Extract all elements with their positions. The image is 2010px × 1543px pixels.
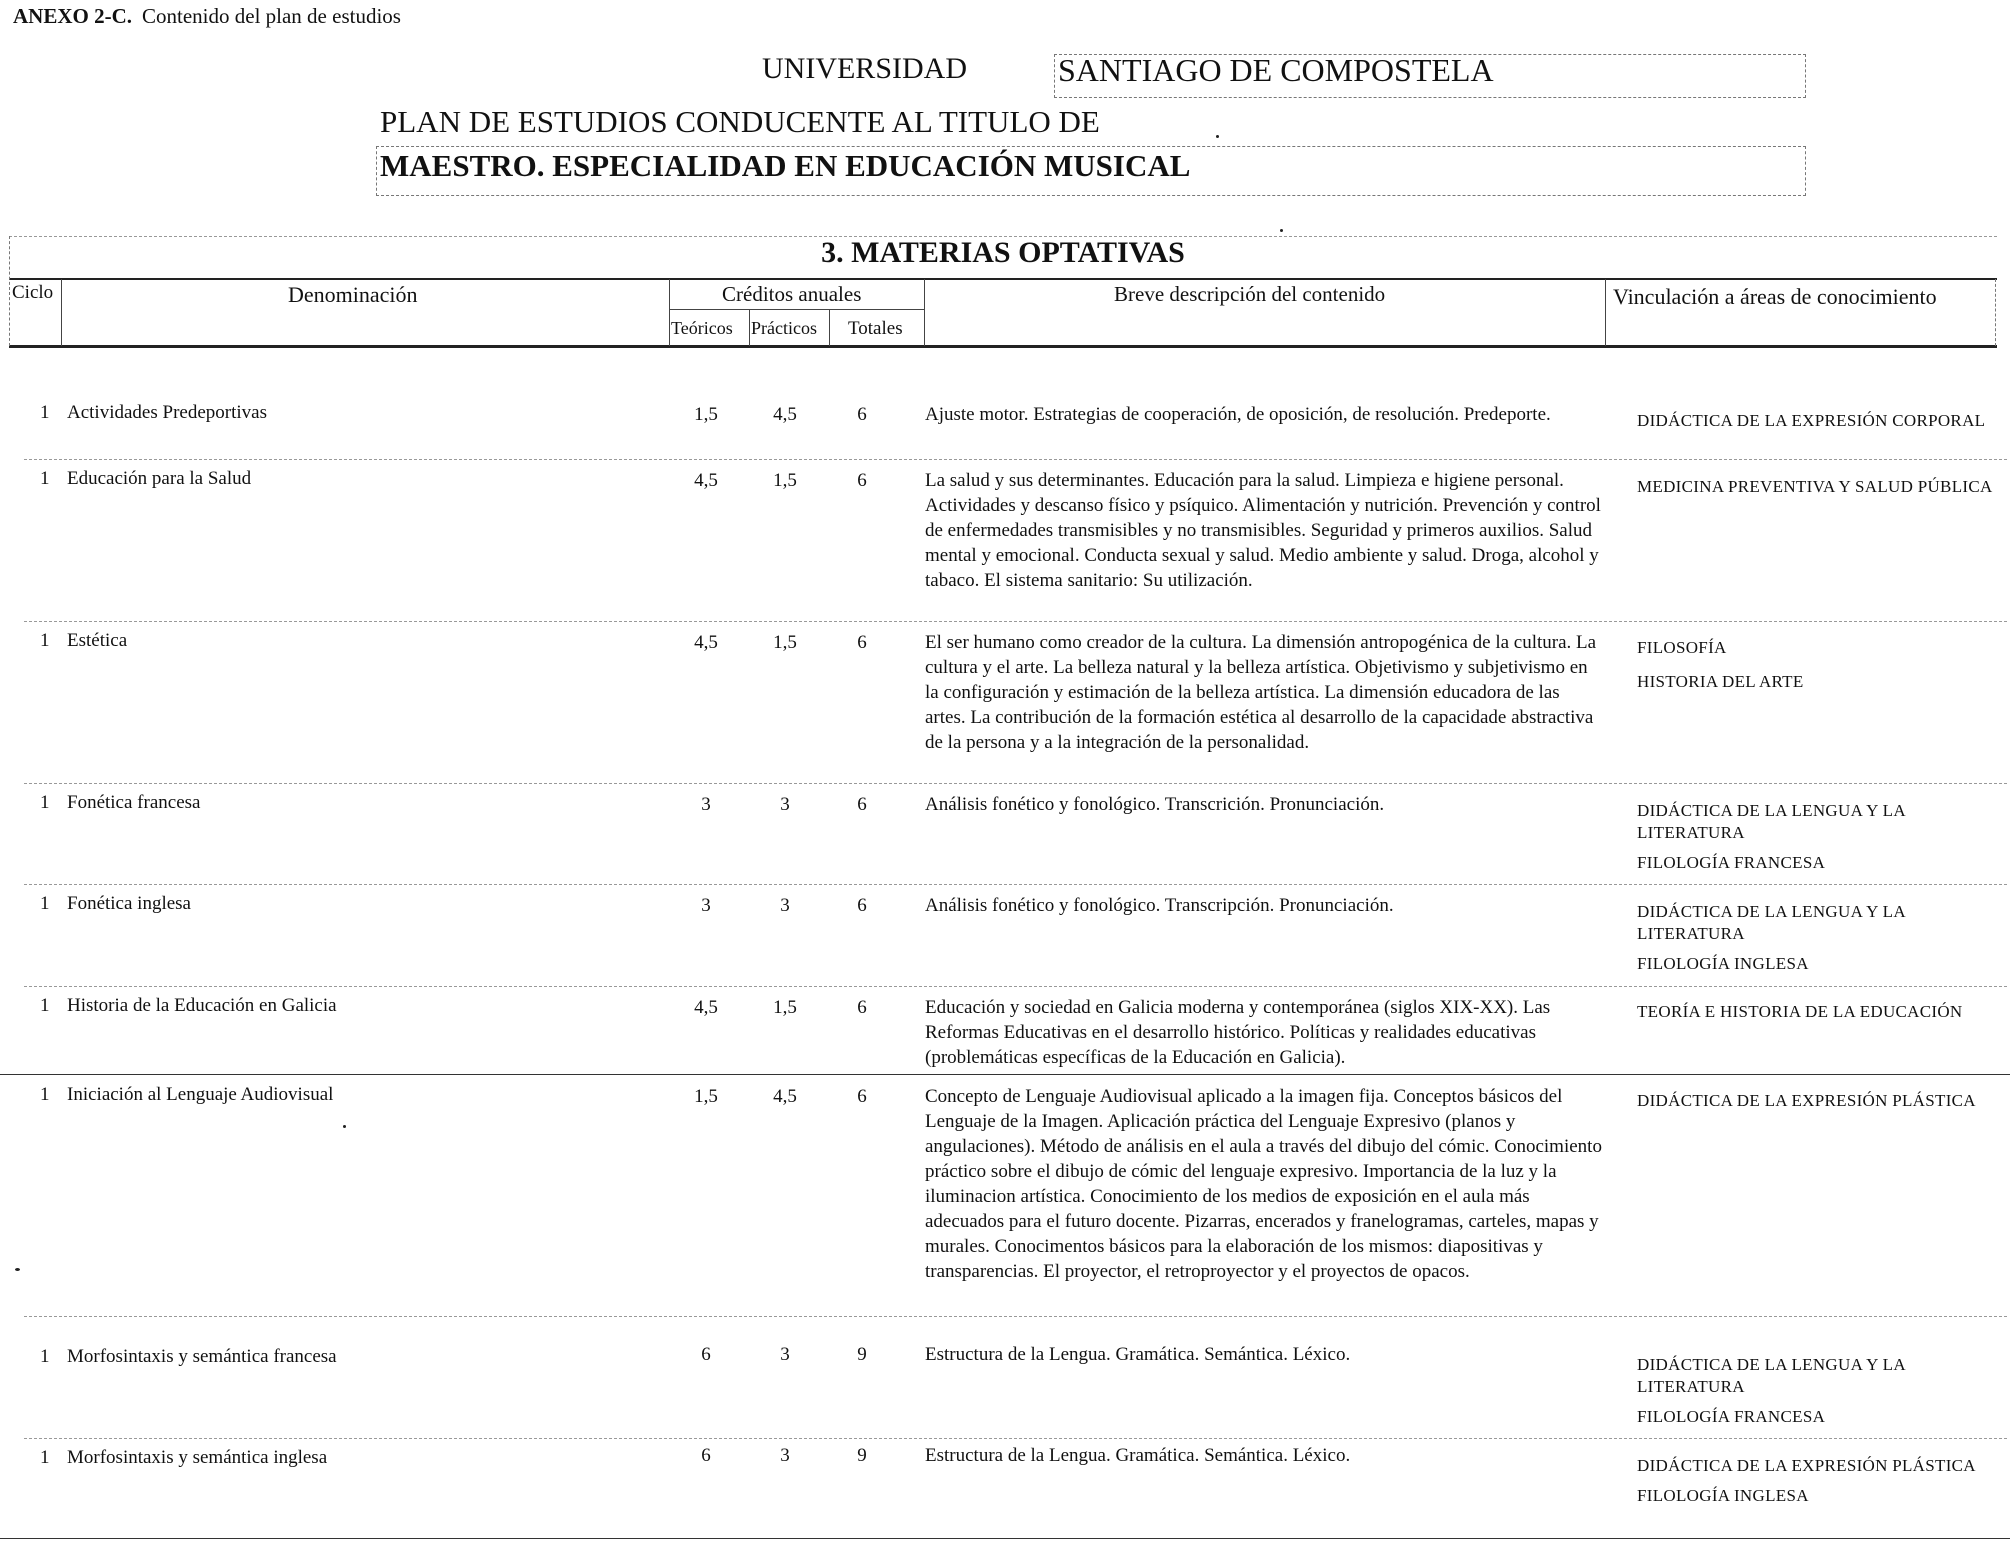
col-header-teoricos: Teóricos	[671, 318, 733, 338]
practicos-value: 4,5	[773, 1086, 797, 1107]
header-divider	[829, 309, 830, 346]
description: Ajuste motor. Estrategias de cooperación, de oposición, de resolución. Predeporte.	[925, 404, 1551, 425]
teoricos-value: 6	[701, 1344, 711, 1365]
subject-name: Estética	[67, 630, 128, 651]
ciclo-value: 1	[40, 468, 50, 489]
header-divider	[1605, 279, 1606, 346]
speck-mark	[343, 1125, 346, 1128]
annex-text: Contenido del plan de estudios	[142, 4, 401, 28]
totales-value: 6	[857, 895, 867, 916]
plan-label: PLAN DE ESTUDIOS CONDUCENTE AL TITULO DE	[380, 104, 1100, 139]
subject-name: Fonética inglesa	[67, 893, 191, 914]
description: El ser humano como creador de la cultura. La dimensión antropogénica de la cultura. La cultura y el arte. La belleza natural y la belleza artística. Objetivismo y subjetivismo en la configuración y estimación de la belleza artística. La dimensión educadora de las artes. La contribución de la formación estética al desarrollo de la capacidade abstractiva de la persona y a la integración de la personalidad.	[925, 632, 1597, 753]
area-item: HISTORIA DEL ARTE	[1637, 672, 1804, 691]
subject-name: Historia de la Educación en Galicia	[67, 995, 337, 1016]
practicos-value: 3	[780, 1445, 790, 1466]
header-divider	[61, 279, 62, 346]
ciclo-value: 1	[40, 630, 50, 651]
speck-mark	[1280, 229, 1283, 232]
university-label: UNIVERSIDAD	[762, 52, 967, 85]
practicos-value: 1,5	[773, 997, 797, 1018]
area-list	[1637, 636, 1997, 702]
row-separator	[24, 783, 2007, 784]
totales-value: 6	[857, 470, 867, 491]
subject-name: Actividades Predeportivas	[67, 402, 267, 423]
totales-value: 9	[857, 1445, 867, 1466]
area-item: DIDÁCTICA DE LA EXPRESIÓN PLÁSTICA	[1637, 1091, 1976, 1110]
subject-name: Educación para la Salud	[67, 468, 252, 489]
ciclo-value: 1	[40, 995, 50, 1016]
description: Estructura de la Lengua. Gramática. Semántica. Léxico.	[925, 1344, 1351, 1365]
area-list	[1637, 1354, 1997, 1436]
area-list	[1637, 1455, 1997, 1515]
area-item: FILOLOGÍA FRANCESA	[1637, 853, 1826, 872]
practicos-value: 1,5	[773, 632, 797, 653]
area-item: DIDÁCTICA DE LA LENGUA Y LA LITERATURA	[1637, 1355, 1905, 1396]
practicos-value: 3	[780, 794, 790, 815]
totales-value: 6	[857, 632, 867, 653]
area-item: DIDÁCTICA DE LA EXPRESIÓN PLÁSTICA	[1637, 1456, 1976, 1475]
teoricos-value: 6	[701, 1445, 711, 1466]
row-separator	[24, 621, 2007, 622]
col-header-descripcion: Breve descripción del contenido	[1114, 282, 1386, 306]
practicos-value: 1,5	[773, 470, 797, 491]
row-separator	[0, 1074, 2010, 1075]
area-list	[1637, 1090, 1997, 1120]
ciclo-value: 1	[40, 792, 50, 813]
subject-name: Morfosintaxis y semántica francesa	[67, 1346, 337, 1367]
speck-mark	[1216, 135, 1219, 138]
practicos-value: 3	[780, 895, 790, 916]
row-separator	[24, 459, 2007, 460]
col-header-ciclo: Ciclo	[12, 282, 54, 303]
degree-title: MAESTRO. ESPECIALIDAD EN EDUCACIÓN MUSICAL	[380, 148, 1191, 183]
subject-name: Fonética francesa	[67, 792, 201, 813]
area-item: DIDÁCTICA DE LA LENGUA Y LA LITERATURA	[1637, 902, 1905, 943]
credits-subheader-rule	[669, 309, 924, 310]
description: La salud y sus determinantes. Educación para la salud. Limpieza e higiene personal. Actividades y descanso físico y psíquico. Alimentación y nutrición. Prevención y control de enfermedades transmisibles y no transmisibles. Seguridad y primeros auxilios. Salud mental y emocional. Conducta sexual y salud. Medio ambiente y salud. Droga, alcohol y tabaco. El sistema sanitario: Su utilización.	[925, 470, 1601, 591]
totales-value: 6	[857, 404, 867, 425]
header-divider	[9, 236, 10, 346]
description: Análisis fonético y fonológico. Transcripción. Pronunciación.	[925, 895, 1394, 916]
area-item: FILOLOGÍA INGLESA	[1637, 954, 1809, 973]
teoricos-value: 1,5	[694, 1086, 718, 1107]
area-list	[1637, 800, 1997, 882]
description: Educación y sociedad en Galicia moderna y contemporánea (siglos XIX-XX). Las Reformas Educativas en el desarrollo histórico. Políticas y realidades educativas (problemáticas específicas de la Educación en Galicia).	[925, 997, 1551, 1068]
description: Concepto de Lenguaje Audiovisual aplicado a la imagen fija. Conceptos básicos del Lenguaje de la Imagen. Aplicación práctica del Lenguaje Expresivo (planos y angulaciones). Método de análisis en el aula a través del dibujo del cómic. Conocimiento práctico sobre el dibujo de cómic del lenguaje expresivo. Importancia de la luz y la iluminacion artística. Conocimiento de los medios de exposición en el aula más adecuados para el futuro docente. Pizarras, encerados y franelogramas, carteles, mapas y murales. Conocimentos básicos para la elaboración de los mismos: diapositivas y transparencias. El proyector, el retroproyector y el proyectos de opacos.	[925, 1086, 1602, 1282]
ciclo-value: 1	[40, 1084, 50, 1105]
practicos-value: 3	[780, 1344, 790, 1365]
area-item: TEORÍA E HISTORIA DE LA EDUCACIÓN	[1637, 1002, 1963, 1021]
header-divider	[749, 309, 750, 346]
col-header-denominacion: Denominación	[288, 282, 418, 307]
totales-value: 9	[857, 1344, 867, 1365]
area-list	[1637, 1001, 1997, 1031]
area-item: DIDÁCTICA DE LA EXPRESIÓN CORPORAL	[1637, 411, 1986, 430]
teoricos-value: 3	[701, 895, 711, 916]
totales-value: 6	[857, 1086, 867, 1107]
annex-heading	[13, 4, 401, 29]
ciclo-value: 1	[40, 893, 50, 914]
col-header-practicos: Prácticos	[751, 318, 817, 338]
header-divider	[924, 279, 925, 346]
row-separator	[0, 1538, 2010, 1539]
teoricos-value: 1,5	[694, 404, 718, 425]
ciclo-value: 1	[40, 402, 50, 423]
ciclo-value: 1	[40, 1447, 50, 1468]
teoricos-value: 4,5	[694, 470, 718, 491]
university-value: SANTIAGO DE COMPOSTELA	[1058, 52, 1494, 88]
header-divider	[669, 279, 670, 346]
teoricos-value: 4,5	[694, 632, 718, 653]
totales-value: 6	[857, 997, 867, 1018]
row-separator	[24, 1438, 2007, 1439]
row-separator	[24, 986, 2007, 987]
area-item: MEDICINA PREVENTIVA Y SALUD PÚBLICA	[1637, 477, 1993, 496]
subject-name: Morfosintaxis y semántica inglesa	[67, 1447, 328, 1468]
area-list	[1637, 901, 1997, 983]
teoricos-value: 4,5	[694, 997, 718, 1018]
area-item: FILOLOGÍA FRANCESA	[1637, 1407, 1826, 1426]
area-item: FILOSOFÍA	[1637, 638, 1727, 657]
totales-value: 6	[857, 794, 867, 815]
section-title: 3. MATERIAS OPTATIVAS	[821, 236, 1185, 269]
teoricos-value: 3	[701, 794, 711, 815]
header-rule	[9, 278, 1997, 280]
row-separator	[24, 884, 2007, 885]
ciclo-value: 1	[40, 1346, 50, 1367]
col-header-totales: Totales	[848, 318, 903, 339]
area-list	[1637, 476, 1997, 506]
subject-name: Iniciación al Lenguaje Audiovisual	[67, 1084, 334, 1105]
col-header-creditos: Créditos anuales	[722, 282, 862, 306]
description: Análisis fonético y fonológico. Transcrición. Pronunciación.	[925, 794, 1385, 815]
speck-mark	[15, 1268, 20, 1271]
annex-code: ANEXO 2-C.	[13, 4, 132, 28]
practicos-value: 4,5	[773, 404, 797, 425]
col-header-vinculacion: Vinculación a áreas de conocimiento	[1613, 284, 1937, 309]
area-item: FILOLOGÍA INGLESA	[1637, 1486, 1809, 1505]
description: Estructura de la Lengua. Gramática. Semántica. Léxico.	[925, 1445, 1351, 1466]
header-divider	[1995, 279, 1996, 346]
area-item: DIDÁCTICA DE LA LENGUA Y LA LITERATURA	[1637, 801, 1905, 842]
row-separator	[24, 1316, 2007, 1317]
area-list	[1637, 410, 1997, 440]
